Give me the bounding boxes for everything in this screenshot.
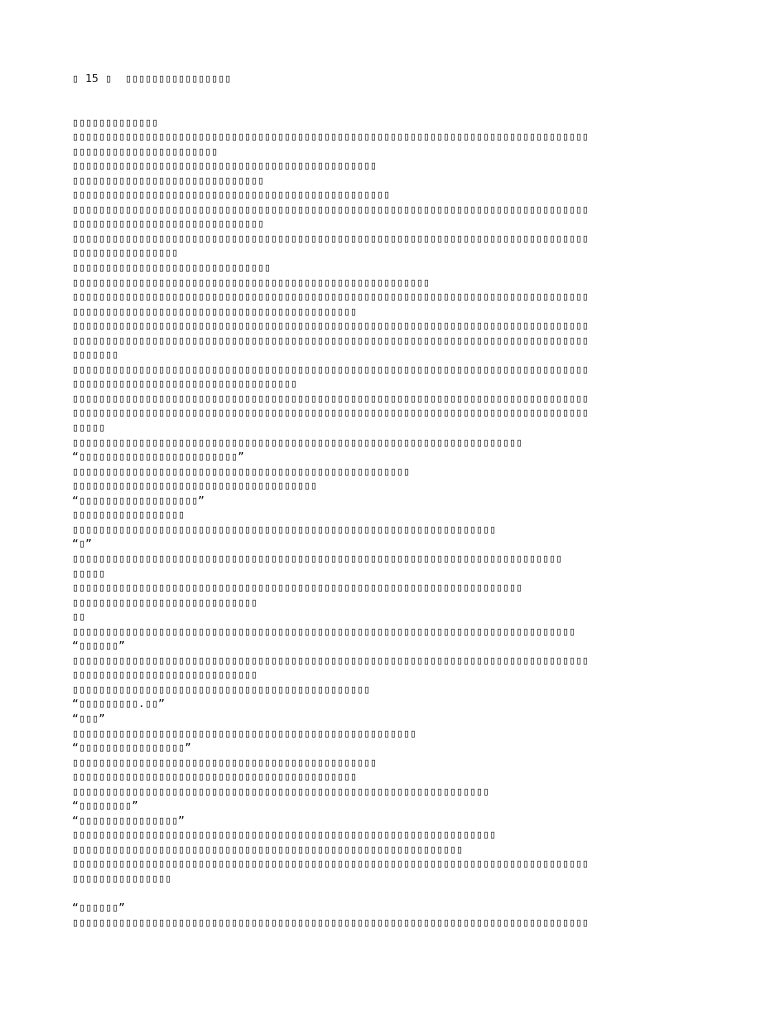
text-line: ▯▯▯▯▯▯▯▯▯▯▯▯▯▯▯▯▯▯▯▯▯▯▯▯▯▯▯▯▯▯▯▯▯▯▯▯▯▯▯▯▯▯▯▯▯▯▯▯▯▯▯▯ (72, 726, 417, 740)
text-line: ▯▯▯▯▯▯▯▯▯▯▯▯▯▯▯▯▯▯▯▯▯▯▯▯▯▯▯▯▯ (72, 217, 265, 231)
document-body (72, 116, 698, 931)
text-line: ▯▯▯▯▯▯▯▯▯▯▯▯▯▯▯ (72, 871, 172, 885)
text-line: “▯” (72, 537, 92, 551)
text-line: ▯▯▯▯▯▯▯▯▯▯▯▯▯▯▯▯▯▯▯▯▯▯▯▯▯▯▯▯▯▯▯▯▯▯▯▯▯▯▯▯▯▯▯▯▯▯▯▯▯▯▯▯▯▯ (72, 275, 430, 289)
text-line: ▯▯▯▯▯▯▯▯▯▯▯▯▯▯▯▯▯▯▯▯▯▯▯▯▯▯▯▯▯ (72, 173, 265, 187)
text-line: ▯▯▯▯▯▯▯▯▯▯▯▯▯▯▯▯▯▯▯▯▯▯▯▯▯▯▯▯▯▯▯▯▯▯▯▯▯▯▯▯▯▯▯▯▯▯▯▯▯▯▯▯▯▯▯▯▯▯▯▯▯▯▯▯▯▯▯▯▯▯▯▯▯▯▯▯▯▯ (72, 130, 589, 144)
text-line: “▯▯▯▯▯▯▯▯▯▯▯▯▯▯▯▯▯▯▯▯▯▯▯▯” (72, 450, 245, 464)
text-line: ▯▯▯▯▯▯▯▯▯▯▯▯▯▯▯▯▯▯▯▯▯▯▯▯▯▯▯▯▯▯ (72, 261, 271, 275)
text-line: ▯▯ (72, 610, 86, 624)
text-line: ▯▯▯▯▯▯▯▯▯▯▯▯▯▯▯▯▯▯▯▯▯▯▯▯▯▯▯▯▯▯▯▯▯▯▯▯▯▯▯▯▯▯▯▯▯▯ (72, 159, 377, 173)
text-line: ▯▯▯▯▯▯▯▯▯▯▯▯▯▯▯▯▯▯▯▯▯▯▯▯▯▯▯▯▯▯▯▯▯▯▯▯▯▯▯▯▯▯▯▯▯▯▯▯▯▯▯▯▯▯▯▯▯▯▯▯▯▯▯▯▯▯▯▯▯▯▯▯▯▯▯▯▯▯ (72, 406, 589, 420)
text-line: ▯▯▯▯▯▯▯▯▯▯▯▯▯▯▯▯▯▯▯▯▯▯▯▯▯▯▯▯▯▯▯▯▯▯▯▯▯▯▯▯▯▯▯▯▯▯▯▯▯▯▯▯▯▯▯▯▯▯▯▯▯▯▯▯▯▯▯▯▯▯▯▯▯▯▯▯▯▯ (72, 333, 589, 347)
text-line: ▯▯▯▯▯▯▯▯▯▯▯▯▯ (72, 115, 159, 129)
text-line: “▯▯▯▯▯▯” (72, 901, 125, 915)
text-line: “▯▯▯▯▯▯▯▯▯▯▯▯▯▯▯▯” (72, 741, 192, 755)
text-line: ▯▯▯▯▯ (72, 421, 106, 435)
text-line: ▯▯▯▯▯▯▯▯▯▯▯▯▯▯▯▯▯▯▯▯▯▯▯▯▯▯▯▯▯▯▯▯▯▯▯▯▯▯▯▯▯▯▯▯▯▯▯▯▯▯▯▯▯▯▯▯▯▯▯ (72, 842, 463, 856)
text-line: ▯▯▯▯▯▯▯▯▯▯▯▯▯▯▯▯▯▯▯▯▯▯▯▯▯▯▯▯▯▯▯▯▯▯▯▯▯▯▯▯▯▯▯▯▯▯▯▯▯▯▯▯▯▯▯▯▯▯▯▯▯▯▯▯▯▯▯▯ (72, 435, 523, 449)
text-line: ▯▯▯▯▯▯▯▯▯▯▯▯▯▯▯▯▯▯▯▯▯▯▯▯▯▯▯▯▯▯▯▯▯▯▯▯▯▯▯▯▯▯▯▯▯▯▯▯▯▯▯▯▯▯▯▯▯▯▯▯▯▯▯▯▯▯▯▯▯▯▯▯▯▯▯▯▯▯ (72, 231, 589, 245)
text-line: ▯▯▯▯▯▯▯▯▯▯▯▯▯▯▯▯▯ (72, 508, 185, 522)
paragraph-gap (72, 887, 698, 902)
text-line: ▯▯▯▯▯▯▯▯▯▯▯▯▯▯▯▯▯▯▯▯▯▯▯▯▯▯▯▯ (72, 595, 258, 609)
text-line: ▯▯▯▯▯▯▯▯▯▯▯▯▯▯▯▯▯▯▯▯▯▯▯▯▯▯▯▯▯▯▯▯▯▯▯▯▯▯▯▯▯▯▯▯▯▯ (72, 755, 377, 769)
text-line: ▯▯▯▯▯▯▯▯▯▯▯▯▯▯▯▯▯▯▯▯▯▯▯▯▯▯▯▯▯▯▯▯▯▯▯▯▯▯▯▯▯▯▯▯▯▯▯▯ (72, 188, 390, 202)
text-line: ▯▯▯▯▯▯▯▯▯▯▯▯▯▯▯▯▯▯▯▯▯▯▯▯▯▯▯▯▯▯▯▯▯▯▯▯▯ (72, 479, 318, 493)
text-line: ▯▯▯▯▯▯▯▯▯▯▯▯▯▯▯▯▯▯▯▯▯▯▯▯▯▯▯▯▯▯▯▯▯▯ (72, 377, 298, 391)
text-line: ▯▯▯▯▯▯▯▯▯▯▯▯▯▯▯▯▯▯▯▯▯▯▯▯▯▯▯▯▯▯▯▯▯▯▯▯▯▯▯▯▯▯▯▯▯▯▯▯▯▯▯ (72, 464, 410, 478)
text-line: ▯▯▯▯▯▯▯▯▯▯▯▯▯▯▯▯▯▯▯▯▯▯▯▯▯▯▯▯▯▯▯▯▯▯▯▯▯▯▯▯▯▯▯▯▯▯▯▯▯▯▯▯▯▯▯▯▯▯▯▯▯▯▯ (72, 784, 490, 798)
text-line: ▯▯▯▯▯▯▯▯▯▯▯▯▯▯▯▯▯▯▯▯▯▯▯▯▯▯▯▯▯▯▯▯▯▯▯▯▯▯▯▯▯▯▯▯▯ (72, 682, 371, 696)
text-line: ▯▯▯▯▯▯▯▯▯▯▯▯▯▯▯▯▯▯▯▯▯▯▯▯▯▯▯▯▯▯▯▯▯▯▯▯▯▯▯▯▯▯▯▯▯▯▯▯▯▯▯▯▯▯▯▯▯▯▯▯▯▯▯▯▯▯▯▯▯▯▯▯▯▯▯▯▯▯ (72, 915, 589, 929)
text-line: “▯▯▯” (72, 711, 106, 725)
text-line: ▯▯▯▯▯▯▯▯▯▯▯▯▯▯▯▯▯▯▯▯▯▯▯▯▯▯▯▯▯▯▯▯▯▯▯▯▯▯▯▯▯▯▯▯▯▯▯▯▯▯▯▯▯▯▯▯▯▯▯▯▯▯▯▯▯▯▯▯▯▯▯▯▯▯▯▯▯▯ (72, 202, 589, 216)
text-line: ▯▯▯▯▯▯▯▯▯▯▯▯▯▯▯▯▯▯▯▯▯▯▯▯▯▯▯▯▯▯▯▯▯▯▯▯▯▯▯▯▯▯▯▯▯▯▯▯▯▯▯▯▯▯▯▯▯▯▯▯▯▯▯▯▯▯▯▯▯▯▯▯▯▯▯▯▯▯ (72, 362, 589, 376)
text-line: ▯▯▯▯▯ (72, 566, 106, 580)
document-page (72, 72, 698, 930)
text-line: ▯▯▯▯▯▯▯▯▯▯▯▯▯▯▯▯▯▯▯▯▯▯▯▯▯▯▯▯▯▯▯▯▯▯▯▯▯▯▯▯▯▯▯ (72, 770, 357, 784)
text-line: ▯▯▯▯▯▯▯▯▯▯▯▯▯▯▯▯▯▯▯▯▯▯▯▯▯▯▯▯▯▯▯▯▯▯▯▯▯▯▯▯▯▯▯▯▯▯▯▯▯▯▯▯▯▯▯▯▯▯▯▯▯▯▯▯▯▯▯▯▯▯▯▯▯▯▯▯▯▯ (72, 653, 589, 667)
text-line: “▯▯▯▯▯▯▯▯▯▯▯▯▯▯▯” (72, 813, 185, 827)
text-line: ▯▯▯▯▯▯▯▯▯▯▯▯▯▯▯▯▯▯▯▯▯▯▯▯▯▯▯▯▯▯▯▯▯▯▯▯▯▯▯▯▯▯▯▯▯▯▯▯▯▯▯▯▯▯▯▯▯▯▯▯▯▯▯▯ (72, 828, 496, 842)
text-line: ▯▯▯▯▯▯▯ (72, 348, 119, 362)
text-line: “▯▯▯▯▯▯▯▯” (72, 799, 139, 813)
text-line: ▯▯▯▯▯▯▯▯▯▯▯▯▯▯▯▯▯▯▯▯▯▯▯▯▯▯▯▯▯▯▯▯▯▯▯▯▯▯▯▯▯▯▯▯▯▯▯▯▯▯▯▯▯▯▯▯▯▯▯▯▯▯▯▯▯▯▯▯▯▯▯▯▯▯▯▯▯▯ (72, 391, 589, 405)
text-line: ▯▯▯▯▯▯▯▯▯▯▯▯▯▯▯▯ (72, 246, 178, 260)
text-line: “▯▯▯▯▯▯” (72, 639, 125, 653)
text-line: “▯▯▯▯▯▯▯▯▯.▯▯” (72, 697, 165, 711)
text-line: ▯▯▯▯▯▯▯▯▯▯▯▯▯▯▯▯▯▯▯▯▯▯▯▯▯▯▯▯▯▯▯▯▯▯▯▯▯▯▯▯▯▯▯▯▯▯▯▯▯▯▯▯▯▯▯▯▯▯▯▯▯▯▯▯▯▯▯▯ (72, 581, 523, 595)
text-line: ▯▯▯▯▯▯▯▯▯▯▯▯▯▯▯▯▯▯▯▯▯▯▯▯▯▯▯▯▯▯▯▯▯▯▯▯▯▯▯▯▯▯▯▯▯▯▯▯▯▯▯▯▯▯▯▯▯▯▯▯▯▯▯▯▯▯▯▯▯▯▯▯▯▯▯▯▯▯ (72, 290, 589, 304)
text-line: “▯▯▯▯▯▯▯▯▯▯▯▯▯▯▯▯▯▯” (72, 493, 205, 507)
text-line: ▯▯▯▯▯▯▯▯▯▯▯▯▯▯▯▯▯▯▯▯▯▯▯▯▯▯▯▯▯▯▯▯▯▯▯▯▯▯▯▯▯▯▯▯▯▯▯▯▯▯▯▯▯▯▯▯▯▯▯▯▯▯▯▯▯▯▯▯▯▯▯▯▯▯ (72, 551, 563, 565)
text-line: ▯▯▯▯▯▯▯▯▯▯▯▯▯▯▯▯▯▯▯▯▯▯▯▯▯▯▯▯ (72, 668, 258, 682)
text-line: ▯▯▯▯▯▯▯▯▯▯▯▯▯▯▯▯▯▯▯▯▯▯▯▯▯▯▯▯▯▯▯▯▯▯▯▯▯▯▯▯▯▯▯▯▯▯▯▯▯▯▯▯▯▯▯▯▯▯▯▯▯▯▯▯▯▯▯▯▯▯▯▯▯▯▯▯ (72, 624, 576, 638)
text-line: ▯▯▯▯▯▯▯▯▯▯▯▯▯▯▯▯▯▯▯▯▯▯▯▯▯▯▯▯▯▯▯▯▯▯▯▯▯▯▯▯▯▯▯ (72, 304, 357, 318)
text-line: ▯▯▯▯▯▯▯▯▯▯▯▯▯▯▯▯▯▯▯▯▯▯▯▯▯▯▯▯▯▯▯▯▯▯▯▯▯▯▯▯▯▯▯▯▯▯▯▯▯▯▯▯▯▯▯▯▯▯▯▯▯▯▯▯▯▯▯▯▯▯▯▯▯▯▯▯▯▯ (72, 857, 589, 871)
text-line: ▯▯▯▯▯▯▯▯▯▯▯▯▯▯▯▯▯▯▯▯▯▯▯▯▯▯▯▯▯▯▯▯▯▯▯▯▯▯▯▯▯▯▯▯▯▯▯▯▯▯▯▯▯▯▯▯▯▯▯▯▯▯▯▯ (72, 522, 496, 536)
chapter-heading: ▯ 15 ▯ ▯▯▯▯▯▯▯▯▯▯▯▯▯▯▯▯ (72, 72, 231, 85)
text-line: ▯▯▯▯▯▯▯▯▯▯▯▯▯▯▯▯▯▯▯▯▯▯▯▯▯▯▯▯▯▯▯▯▯▯▯▯▯▯▯▯▯▯▯▯▯▯▯▯▯▯▯▯▯▯▯▯▯▯▯▯▯▯▯▯▯▯▯▯▯▯▯▯▯▯▯▯▯▯ (72, 319, 589, 333)
text-line: ▯▯▯▯▯▯▯▯▯▯▯▯▯▯▯▯▯▯▯▯▯▯ (72, 144, 218, 158)
